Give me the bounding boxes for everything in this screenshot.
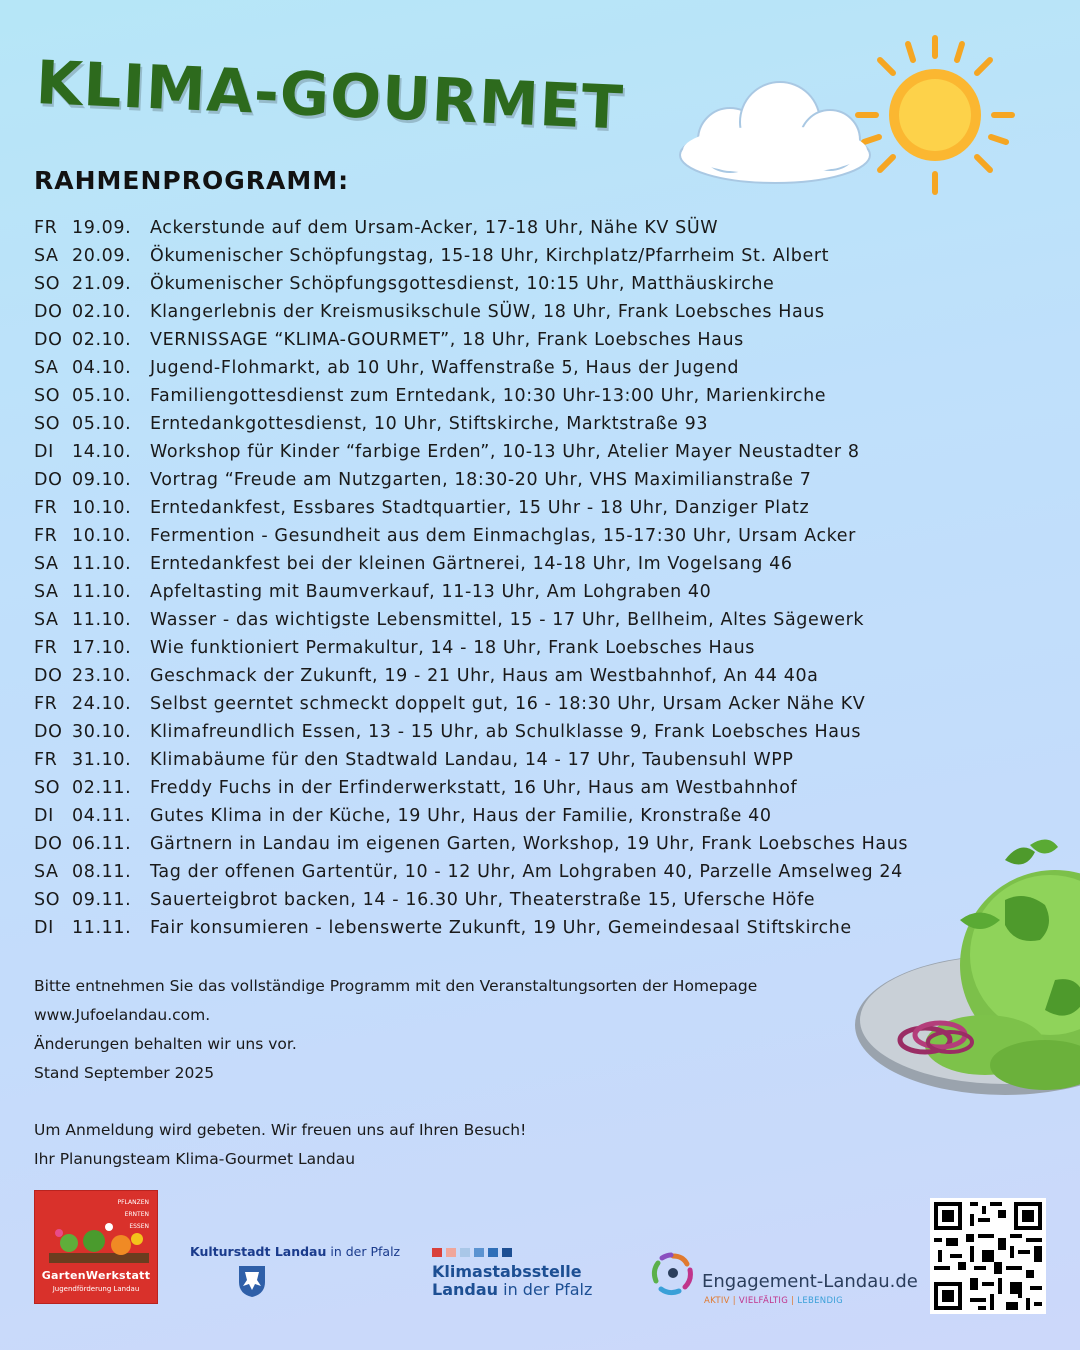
event-description: Erntedankgottesdienst, 10 Uhr, Stiftskirche, Marktstraße 93 — [150, 414, 709, 434]
event-date: 05.10. — [72, 386, 132, 406]
color-bar — [432, 1248, 442, 1257]
weekday: SA — [34, 554, 59, 574]
event-date: 17.10. — [72, 638, 132, 658]
event-date: 10.10. — [72, 526, 132, 546]
program-item — [34, 522, 1034, 550]
program-item — [34, 634, 1034, 662]
event-description: Familiengottesdienst zum Erntedank, 10:30 Uhr-13:00 Uhr, Marienkirche — [150, 386, 827, 406]
event-description: Ökumenischer Schöpfungstag, 15-18 Uhr, Kirchplatz/Pfarrheim St. Albert — [150, 246, 830, 266]
event-description: Gutes Klima in der Küche, 19 Uhr, Haus der Familie, Kronstraße 40 — [150, 806, 772, 826]
event-description: Geschmack der Zukunft, 19 - 21 Uhr, Haus am Westbahnhof, An 44 40a — [150, 666, 819, 686]
event-date: 30.10. — [72, 722, 132, 742]
logo-line-1: Klimastabsstelle — [432, 1262, 582, 1281]
logo-text-bold: Landau — [432, 1280, 499, 1299]
weekday: SO — [34, 274, 61, 294]
closing-line: Ihr Planungsteam Klima-Gourmet Landau — [34, 1150, 356, 1168]
weekday: SO — [34, 414, 61, 434]
program-item — [34, 606, 1034, 634]
notes — [34, 972, 757, 1088]
event-date: 09.11. — [72, 890, 132, 910]
note-line: Bitte entnehmen Sie das vollständige Programm mit den Veranstaltungsorten der Homepage — [34, 977, 758, 995]
weekday: SA — [34, 610, 59, 630]
logo-text: in der Pfalz — [498, 1280, 593, 1299]
event-description: Ackerstunde auf dem Ursam-Acker, 17-18 Uhr, Nähe KV SÜW — [150, 218, 719, 238]
program-item — [34, 690, 1034, 718]
event-date: 04.10. — [72, 358, 132, 378]
page-title: KLIMA-GOURMET — [34, 48, 625, 144]
event-description: Apfeltasting mit Baumverkauf, 11-13 Uhr, Am Lohgraben 40 — [150, 582, 712, 602]
weekday: DO — [34, 470, 63, 490]
kulturstadt-logo — [190, 1244, 400, 1259]
color-bar — [460, 1248, 470, 1257]
event-date: 14.10. — [72, 442, 132, 462]
program-item — [34, 718, 1034, 746]
weekday: DO — [34, 666, 63, 686]
weekday: FR — [34, 498, 58, 518]
event-description: Fair konsumieren - lebenswerte Zukunft, 19 Uhr, Gemeindesaal Stiftskirche — [150, 918, 852, 938]
event-description: Erntedankfest, Essbares Stadtquartier, 15 Uhr - 18 Uhr, Danziger Platz — [150, 498, 810, 518]
closing-line: Um Anmeldung wird gebeten. Wir freuen uns auf Ihren Besuch! — [34, 1121, 527, 1139]
event-date: 11.10. — [72, 554, 132, 574]
program-item — [34, 550, 1034, 578]
weekday: FR — [34, 526, 58, 546]
weekday: FR — [34, 750, 58, 770]
program-item — [34, 802, 1034, 830]
event-date: 11.10. — [72, 582, 132, 602]
logo-text-bold: Kulturstadt Landau — [190, 1244, 327, 1259]
logo-name: GartenWerkstatt — [41, 1269, 151, 1282]
program-item — [34, 438, 1034, 466]
tag-word: AKTIV — [704, 1296, 730, 1306]
weekday: SA — [34, 246, 59, 266]
color-bars — [432, 1248, 592, 1257]
event-description: Klangerlebnis der Kreismusikschule SÜW, 18 Uhr, Frank Loebsches Haus — [150, 302, 825, 322]
event-date: 08.11. — [72, 862, 132, 882]
event-description: Klimafreundlich Essen, 13 - 15 Uhr, ab Schulklasse 9, Frank Loebsches Haus — [150, 722, 862, 742]
weekday: DI — [34, 918, 54, 938]
weekday: DO — [34, 722, 63, 742]
weekday: DI — [34, 442, 54, 462]
weekday: FR — [34, 638, 58, 658]
event-date: 21.09. — [72, 274, 132, 294]
event-description: Sauerteigbrot backen, 14 - 16.30 Uhr, Theaterstraße 15, Ufersche Höfe — [150, 890, 816, 910]
event-description: Workshop für Kinder “farbige Erden”, 10-13 Uhr, Atelier Mayer Neustadter 8 — [150, 442, 860, 462]
weekday: FR — [34, 218, 58, 238]
event-description: Freddy Fuchs in der Erfinderwerkstatt, 16 Uhr, Haus am Westbahnhof — [150, 778, 798, 798]
program-item — [34, 270, 1034, 298]
program-item — [34, 746, 1034, 774]
event-description: Wasser - das wichtigste Lebensmittel, 15 - 17 Uhr, Bellheim, Altes Sägewerk — [150, 610, 865, 630]
weekday: SO — [34, 778, 61, 798]
weekday: DI — [34, 806, 54, 826]
logo-word: PFLANZEN — [117, 1199, 149, 1206]
program-item — [34, 354, 1034, 382]
event-description: Jugend-Flohmarkt, ab 10 Uhr, Waffenstraße 5, Haus der Jugend — [150, 358, 740, 378]
color-bar — [446, 1248, 456, 1257]
event-description: Erntedankfest bei der kleinen Gärtnerei, 14-18 Uhr, Im Vogelsang 46 — [150, 554, 793, 574]
program-item — [34, 662, 1034, 690]
landau-crest-icon — [237, 1264, 267, 1298]
logo-word: ERNTEN — [124, 1211, 149, 1218]
event-date: 31.10. — [72, 750, 132, 770]
event-date: 02.11. — [72, 778, 132, 798]
color-bar — [488, 1248, 498, 1257]
logo-name: Engagement-Landau.de — [702, 1271, 918, 1292]
note-line: Änderungen behalten wir uns vor. — [34, 1035, 297, 1053]
event-date: 09.10. — [72, 470, 132, 490]
people-circle-icon — [650, 1250, 696, 1296]
event-date: 05.10. — [72, 414, 132, 434]
tag-word: VIELFÄLTIG — [738, 1296, 789, 1306]
program-item — [34, 382, 1034, 410]
program-item — [34, 466, 1034, 494]
event-date: 02.10. — [72, 302, 132, 322]
event-date: 20.09. — [72, 246, 132, 266]
event-description: Vortrag “Freude am Nutzgarten, 18:30-20 Uhr, VHS Maximilianstraße 7 — [150, 470, 812, 490]
weekday: SO — [34, 890, 61, 910]
weekday: FR — [34, 694, 58, 714]
event-description: Wie funktioniert Permakultur, 14 - 18 Uhr, Frank Loebsches Haus — [150, 638, 755, 658]
event-description: Ökumenischer Schöpfungsgottesdienst, 10:15 Uhr, Matthäuskirche — [150, 274, 775, 294]
event-description: Fermention - Gesundheit aus dem Einmachglas, 15-17:30 Uhr, Ursam Acker — [150, 526, 856, 546]
event-description: Selbst geerntet schmeckt doppelt gut, 16 - 18:30 Uhr, Ursam Acker Nähe KV — [150, 694, 866, 714]
klimastabsstelle-logo — [432, 1248, 592, 1299]
program-item — [34, 578, 1034, 606]
logo-word: ESSEN — [129, 1223, 149, 1230]
weekday: SA — [34, 358, 59, 378]
program-item — [34, 774, 1034, 802]
logo-text: in der Pfalz — [326, 1244, 401, 1259]
salad-globe-illustration — [855, 830, 1080, 1120]
weekday: DO — [34, 302, 63, 322]
event-date: 24.10. — [72, 694, 132, 714]
event-date: 04.11. — [72, 806, 132, 826]
event-description: Gärtnern in Landau im eigenen Garten, Workshop, 19 Uhr, Frank Loebsches Haus — [150, 834, 909, 854]
event-description: Klimabäume für den Stadtwald Landau, 14 - 17 Uhr, Taubensuhl WPP — [150, 750, 794, 770]
event-date: 11.10. — [72, 610, 132, 630]
program-item — [34, 326, 1034, 354]
event-date: 10.10. — [72, 498, 132, 518]
event-date: 23.10. — [72, 666, 132, 686]
color-bar — [502, 1248, 512, 1257]
logo-subtitle: Jugendförderung Landau — [52, 1285, 140, 1293]
section-heading: RAHMENPROGRAMM: — [34, 166, 350, 195]
note-line: Stand September 2025 — [34, 1064, 215, 1082]
weekday: DO — [34, 834, 63, 854]
event-date: 06.11. — [72, 834, 132, 854]
cloud-icon — [670, 70, 880, 190]
logo-line-2 — [432, 1281, 592, 1299]
logo-tagline: AKTIV | VIELFÄLTIG | LEBENDIG — [704, 1296, 844, 1306]
tag-word: LEBENDIG — [797, 1296, 844, 1306]
program-item — [34, 410, 1034, 438]
closing — [34, 1116, 526, 1174]
garden-plants-icon — [49, 1213, 149, 1263]
event-description: Tag der offenen Gartentür, 10 - 12 Uhr, Am Lohgraben 40, Parzelle Amselweg 24 — [150, 862, 903, 882]
event-date: 19.09. — [72, 218, 132, 238]
color-bar — [474, 1248, 484, 1257]
program-item — [34, 298, 1034, 326]
weekday: SA — [34, 582, 59, 602]
event-date: 02.10. — [72, 330, 132, 350]
gartenwerkstatt-logo — [34, 1190, 158, 1304]
weekday: SA — [34, 862, 59, 882]
program-item — [34, 214, 1034, 242]
event-description: VERNISSAGE “KLIMA-GOURMET”, 18 Uhr, Frank Loebsches Haus — [150, 330, 744, 350]
weekday: SO — [34, 386, 61, 406]
qr-code[interactable] — [930, 1198, 1046, 1314]
weekday: DO — [34, 330, 63, 350]
program-item — [34, 242, 1034, 270]
program-item — [34, 494, 1034, 522]
event-date: 11.11. — [72, 918, 132, 938]
website-link[interactable]: www.Jufoelandau.com. — [34, 1006, 211, 1024]
